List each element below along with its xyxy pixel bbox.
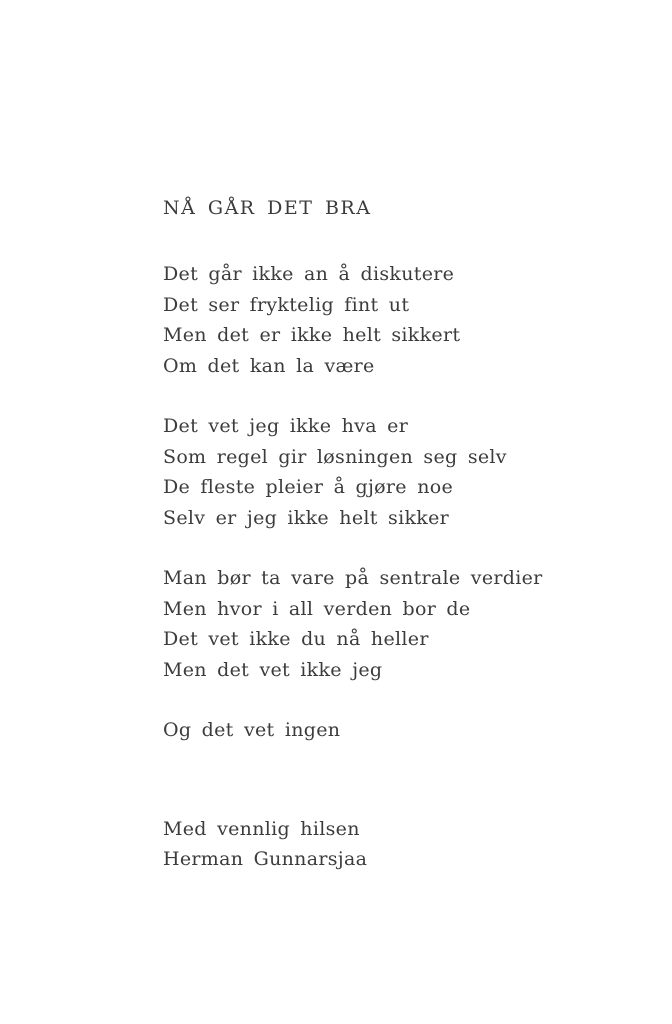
poem <box>163 193 623 875</box>
stanza-2 <box>163 411 623 533</box>
poem-line: Men det er ikke helt sikkert <box>163 324 461 346</box>
poem-line: Selv er jeg ikke helt sikker <box>163 506 450 529</box>
signature-salutation: Med vennlig hilsen <box>163 817 360 840</box>
poem-line: De fleste pleier å gjøre noe <box>163 476 454 498</box>
signature-author: Herman Gunnarsjaa <box>163 848 368 870</box>
poem-line: Man bør ta vare på sentrale verdier <box>163 567 543 589</box>
stanza-1 <box>163 259 623 381</box>
poem-line: Det ser fryktelig fint ut <box>163 293 410 316</box>
stanza-3 <box>163 563 623 685</box>
poem-line: Om det kan la være <box>163 354 375 377</box>
poem-title: NÅ GÅR DET BRA <box>163 197 372 219</box>
poem-line: Men det vet ikke jeg <box>163 658 383 681</box>
poem-line: Som regel gir løsningen seg selv <box>163 445 507 468</box>
closing-stanza <box>163 715 623 746</box>
poem-line: Det går ikke an å diskutere <box>163 263 455 285</box>
poem-closing-line: Og det vet ingen <box>163 719 341 741</box>
poem-line: Det vet ikke du nå heller <box>163 628 429 650</box>
poem-line: Det vet jeg ikke hva er <box>163 415 409 437</box>
poem-line: Men hvor i all verden bor de <box>163 597 471 620</box>
signature-block <box>163 814 623 875</box>
